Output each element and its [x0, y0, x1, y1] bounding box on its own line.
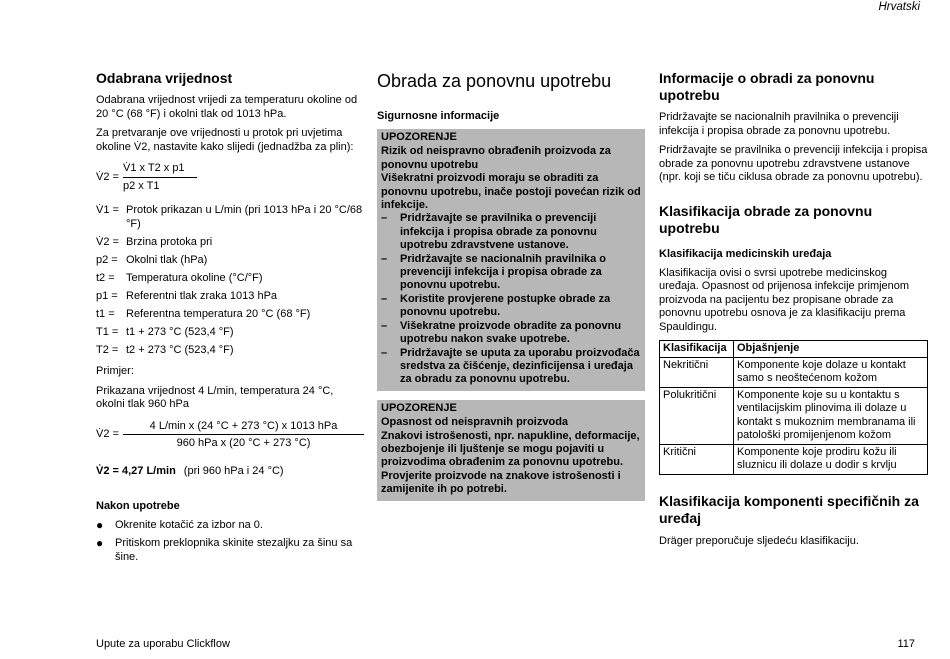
- variable-row: V̇2 = Brzina protoka pri: [96, 235, 213, 248]
- gas-equation: [96, 160, 364, 194]
- paragraph: Za pretvaranje ove vrijednosti u protok pri uvjetima okoline V̇2, nastavite kako slijedi (jednadžba za plin):: [96, 127, 354, 153]
- equation-denominator: 960 hPa x (20 °C + 273 °C): [123, 434, 364, 451]
- bullet-icon: ●: [96, 517, 104, 532]
- example-label: Primjer:: [96, 365, 134, 377]
- result-note: (pri 960 hPa i 24 °C): [183, 464, 284, 477]
- paragraph: Pridržavajte se pravilnika o prevenciji infekcija i propisa obrade za ponovnu upotrebu zdravstvene ustanove (npr. koji se tiču ciklusa obrade za ponovnu upotrebu).: [659, 144, 928, 183]
- table-header: Klasifikacija: [660, 341, 734, 358]
- equation-lhs: V̇2 =: [96, 171, 119, 183]
- example-equation: [96, 418, 364, 451]
- warning-box-defective-products: [377, 400, 645, 501]
- equation-denominator: p2 x T1: [123, 177, 197, 194]
- equation-numerator: 4 L/min x (24 °C + 273 °C) x 1013 hPa: [149, 419, 338, 432]
- column-selected-value: [96, 70, 364, 569]
- bullet-icon: ●: [96, 536, 104, 550]
- table-row: [660, 444, 928, 474]
- table-cell: Polukritični: [660, 387, 734, 444]
- warning-lead: Opasnost od neispravnih proizvoda: [381, 416, 569, 429]
- table-cell: Nekritični: [660, 357, 734, 387]
- table-header: Objašnjenje: [734, 341, 928, 358]
- footer-document-title: Upute za uporabu Clickflow: [96, 638, 230, 650]
- table-cell: Komponente koje dolaze u kontakt samo s neoštećenom kožom: [734, 357, 928, 387]
- warning-box-reprocessing: [377, 129, 645, 391]
- table-row: [660, 357, 928, 387]
- table-row: [660, 387, 928, 444]
- section-title-after-use: Nakon upotrebe: [96, 499, 180, 512]
- section-title-selected-value: Odabrana vrijednost: [96, 70, 233, 86]
- variable-row: t1 = Referentna temperatura 20 °C (68 °F): [96, 307, 311, 320]
- warning-item: – Koristite provjerene postupke obrade za ponovnu upotrebu.: [381, 292, 611, 319]
- variable-list: [96, 204, 364, 357]
- subtitle-safety-info: Sigurnosne informacije: [377, 110, 500, 122]
- subtitle-medical-device-classification: Klasifikacija medicinskih uređaja: [659, 247, 832, 260]
- paragraph: Odabrana vrijednost vrijedi za temperaturu okoline od 20 °C (68 °F) i okolni tlak od 1013 hPa.: [96, 94, 358, 120]
- column-reprocessing-info: [659, 70, 929, 554]
- chapter-title: Obrada za ponovnu upotrebu: [377, 71, 612, 91]
- equation-lhs: V̇2 =: [96, 428, 119, 440]
- warning-item: – Pridržavajte se nacionalnih pravilnika o prevenciji infekcija i propisa obrade za ponovnu upotrebu.: [381, 252, 607, 292]
- warning-label: UPOZORENJE: [381, 131, 457, 143]
- variable-row: V̇1 = Protok prikazan u L/min (pri 1013 hPa i 20 °C/68 °F): [96, 204, 363, 230]
- section-title-reprocessing-info: Informacije o obradi za ponovnu upotrebu: [659, 70, 875, 103]
- warning-body: Višekratni proizvodi moraju se obraditi za ponovnu upotrebu, inače postoji povećan rizik od infekcije.: [381, 172, 641, 212]
- column-reprocessing: [377, 70, 645, 510]
- section-title-component-classification: Klasifikacija komponenti specifičnih za uređaj: [659, 492, 919, 526]
- warning-label: UPOZORENJE: [381, 401, 457, 414]
- language-label: Hrvatski: [878, 1, 920, 13]
- warning-item: – Višekratne proizvode obradite za ponovnu upotrebu nakon svake upotrebe.: [381, 319, 622, 346]
- table-header-row: [660, 341, 928, 358]
- paragraph: Dräger preporučuje sljedeću klasifikaciju.: [659, 534, 859, 547]
- section-title-classification: Klasifikacija obrade za ponovnu upotrebu: [659, 202, 873, 236]
- warning-body: Znakovi istrošenosti, npr. napukline, deformacije, obezbojenje ili ljuštenje se mogu pojaviti u proizvodima obrađenim za ponovnu upotrebu. Provjerite proizvode na znakove istrošenosti i zamijenite ih po potrebi.: [381, 429, 640, 496]
- variable-row: p1 = Referentni tlak zraka 1013 hPa: [96, 289, 278, 302]
- paragraph: Klasifikacija ovisi o svrsi upotrebe medicinskog uređaja. Opasnost od prijenosa infekcije primjenom proizvoda na pacijentu bez propisane obrade za ponovnu upotrebu osnova je za klasifikaciju prema Spauldingu.: [659, 266, 910, 333]
- warning-lead: Rizik od neispravno obrađenih proizvoda za ponovnu upotrebu: [381, 145, 611, 171]
- warning-item: – Pridržavajte se uputa za uporabu proizvođača sredstva za čišćenje, dezinficijensa i uređaja za obradu za ponovnu upotrebu.: [381, 346, 640, 386]
- table-cell: Kritični: [660, 444, 734, 474]
- page-number: 117: [897, 638, 915, 650]
- paragraph: Pridržavajte se nacionalnih pravilnika o prevenciji infekcija i propisa obrade za ponovnu upotrebu.: [659, 111, 899, 137]
- variable-row: t2 = Temperatura okoline (°C/°F): [96, 271, 263, 284]
- variable-row: p2 = Okolni tlak (hPa): [96, 253, 208, 266]
- variable-row: T2 = t2 + 273 °C (523,4 °F): [96, 343, 234, 356]
- result-value: V̇2 = 4,27 L/min: [96, 464, 176, 477]
- list-item: ● Pritiskom preklopnika skinite stezaljku za šinu sa šine.: [96, 536, 353, 563]
- warning-item: – Pridržavajte se pravilnika o prevenciji infekcija i propisa obrade za ponovnu upotrebu zdravstvene ustanove.: [381, 212, 597, 252]
- equation-numerator: V̇1 x T2 x p1: [123, 162, 185, 174]
- variable-row: T1 = t1 + 273 °C (523,4 °F): [96, 325, 234, 338]
- example-result: [96, 465, 364, 477]
- example-text: Prikazana vrijednost 4 L/min, temperatura 24 °C, okolni tlak 960 hPa: [96, 384, 334, 410]
- classification-table: [659, 340, 928, 475]
- table-cell: Komponente koje su u kontaktu s ventilacijskim plinovima ili dolaze u kontakt s mukoznim membranama ili patološki promijenjenom kožom: [734, 387, 928, 444]
- list-item: ● Okrenite kotačić za izbor na 0.: [96, 517, 263, 532]
- table-cell: Komponente koje prodiru kožu ili sluznicu ili dolaze u dodir s krvlju: [734, 444, 928, 474]
